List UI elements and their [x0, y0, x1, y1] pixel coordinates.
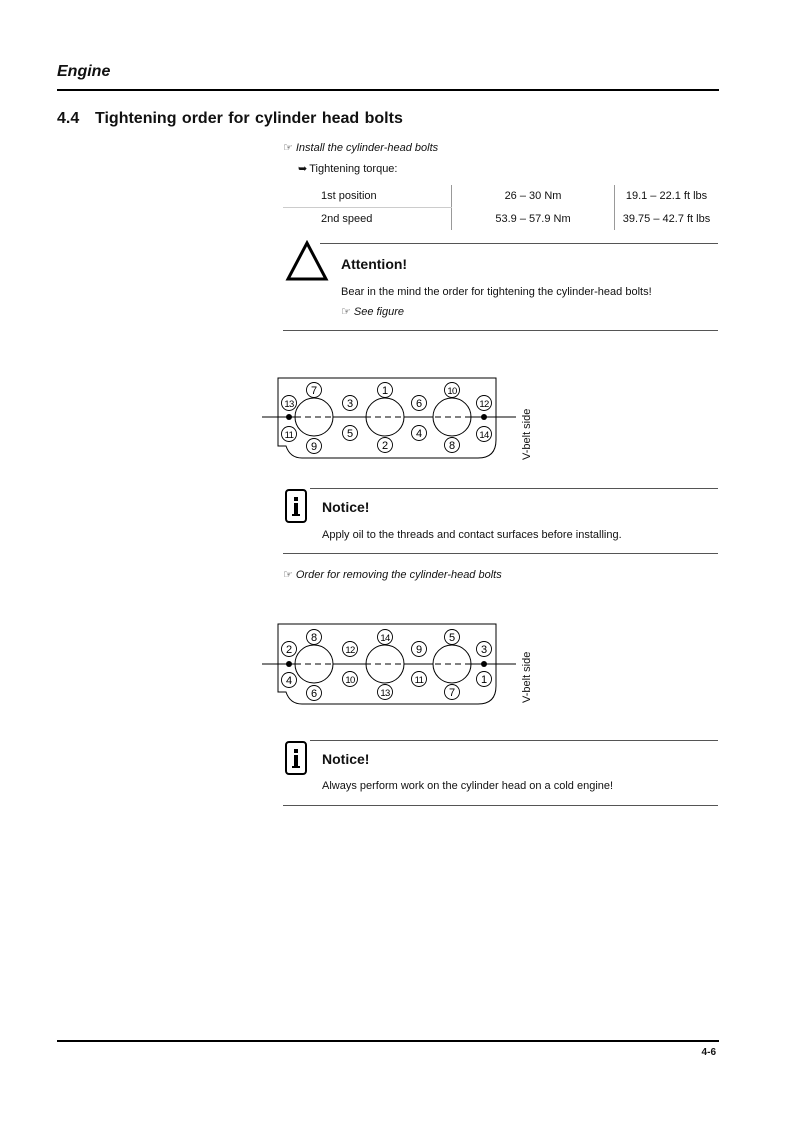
- info-icon: [284, 488, 308, 524]
- svg-text:9: 9: [415, 643, 423, 656]
- bolt-label-9: [307, 439, 322, 454]
- bolt-label-10: [343, 672, 358, 687]
- notice-top-rule: [310, 740, 718, 741]
- svg-text:4: 4: [415, 427, 423, 440]
- removal-step: [283, 568, 502, 581]
- install-step: [283, 141, 438, 154]
- bolt-label-6: [412, 396, 427, 411]
- bolt-label-1: [378, 383, 393, 398]
- torque-label-text: Tightening torque:: [309, 163, 398, 175]
- hand-pointer-icon: ☞: [341, 306, 351, 318]
- svg-text:5: 5: [448, 631, 456, 644]
- svg-text:9: 9: [310, 440, 318, 453]
- svg-text:5: 5: [346, 427, 354, 440]
- bolt-label-7: [445, 685, 460, 700]
- svg-text:12: 12: [345, 644, 355, 656]
- bolt-label-6: [307, 686, 322, 701]
- table-row: [283, 185, 718, 208]
- notice-bottom-rule: [283, 553, 718, 554]
- metric-cell: 53.9 – 57.9 Nm: [452, 208, 615, 231]
- page-number: 4-6: [701, 1047, 716, 1058]
- bolt-label-14: [477, 427, 492, 442]
- bolt-label-9: [412, 642, 427, 657]
- bolt-label-5: [343, 426, 358, 441]
- bolt-label-2: [378, 438, 393, 453]
- svg-text:11: 11: [414, 674, 424, 686]
- removal-order-diagram: [262, 618, 520, 710]
- bolt-label-3: [343, 396, 358, 411]
- svg-text:3: 3: [346, 397, 354, 410]
- svg-text:14: 14: [380, 632, 390, 644]
- notice-title: Notice!: [322, 499, 370, 515]
- v-belt-side-label: V-belt side: [521, 408, 533, 460]
- bolt-label-14: [378, 630, 393, 645]
- svg-text:1: 1: [381, 384, 389, 397]
- tightening-order-diagram: [262, 372, 520, 464]
- bolt-label-11: [282, 427, 297, 442]
- svg-text:11: 11: [284, 429, 294, 441]
- bolt-label-1: [477, 672, 492, 687]
- metric-cell: 26 – 30 Nm: [452, 185, 615, 208]
- attention-bottom-rule: [283, 330, 718, 331]
- stage-cell: 2nd speed: [321, 213, 373, 225]
- imperial-cell: 39.75 – 42.7 ft lbs: [615, 208, 719, 231]
- bolt-label-8: [307, 630, 322, 645]
- footer-divider: [57, 1040, 719, 1042]
- svg-text:7: 7: [310, 384, 318, 397]
- bolt-label-13: [282, 396, 297, 411]
- bolt-label-2: [282, 642, 297, 657]
- notice-text: Apply oil to the threads and contact surfaces before installing.: [322, 529, 622, 541]
- attention-ref-text: See figure: [353, 306, 405, 318]
- svg-text:10: 10: [447, 385, 457, 397]
- notice-text: Always perform work on the cylinder head on a cold engine!: [322, 780, 614, 792]
- arrow-right-icon: ➥: [298, 163, 308, 175]
- svg-text:8: 8: [448, 439, 456, 452]
- bolt-label-13: [378, 685, 393, 700]
- svg-text:2: 2: [285, 643, 293, 656]
- imperial-cell: 19.1 – 22.1 ft lbs: [615, 185, 719, 208]
- svg-text:6: 6: [415, 397, 423, 410]
- bolt-label-4: [412, 426, 427, 441]
- svg-text:14: 14: [479, 429, 489, 441]
- removal-step-text: Order for removing the cylinder-head bolts: [295, 569, 502, 581]
- svg-text:1: 1: [480, 673, 488, 686]
- v-belt-side-label: V-belt side: [521, 651, 533, 703]
- chapter-title: Engine: [57, 63, 111, 80]
- table-row: [283, 208, 718, 231]
- warning-triangle-icon: [285, 240, 329, 282]
- bolt-label-8: [445, 438, 460, 453]
- bolt-label-7: [307, 383, 322, 398]
- bolt-label-11: [412, 672, 427, 687]
- header-divider: [57, 89, 719, 91]
- svg-text:12: 12: [479, 398, 489, 410]
- attention-title: Attention!: [341, 256, 408, 272]
- bolt-label-3: [477, 642, 492, 657]
- info-icon: [284, 740, 308, 776]
- svg-text:7: 7: [448, 686, 456, 699]
- hand-pointer-icon: ☞: [283, 142, 293, 154]
- svg-text:3: 3: [480, 643, 488, 656]
- attention-ref: [341, 305, 404, 318]
- svg-text:10: 10: [345, 674, 355, 686]
- bolt-label-5: [445, 630, 460, 645]
- notice-top-rule: [310, 488, 718, 489]
- svg-text:8: 8: [310, 631, 318, 644]
- section-heading: [57, 110, 403, 128]
- bolt-label-10: [445, 383, 460, 398]
- stage-cell: 1st position: [283, 185, 452, 208]
- hand-pointer-icon: ☞: [283, 569, 293, 581]
- attention-text: Bear in the mind the order for tightening the cylinder-head bolts!: [341, 286, 652, 298]
- bolt-label-4: [282, 673, 297, 688]
- install-step-text: Install the cylinder-head bolts: [295, 142, 439, 154]
- notice-title: Notice!: [322, 751, 370, 767]
- notice-bottom-rule: [283, 805, 718, 806]
- bolt-label-12: [343, 642, 358, 657]
- torque-label: [298, 162, 397, 175]
- svg-text:4: 4: [285, 674, 293, 687]
- bolt-label-12: [477, 396, 492, 411]
- svg-text:2: 2: [381, 439, 389, 452]
- svg-text:6: 6: [310, 687, 318, 700]
- torque-table: [283, 185, 718, 230]
- section-title: Tightening order for cylinder head bolts: [95, 110, 403, 127]
- svg-text:13: 13: [380, 687, 390, 699]
- svg-text:13: 13: [284, 398, 294, 410]
- section-number: 4.4: [57, 110, 80, 127]
- attention-top-rule: [320, 243, 718, 244]
